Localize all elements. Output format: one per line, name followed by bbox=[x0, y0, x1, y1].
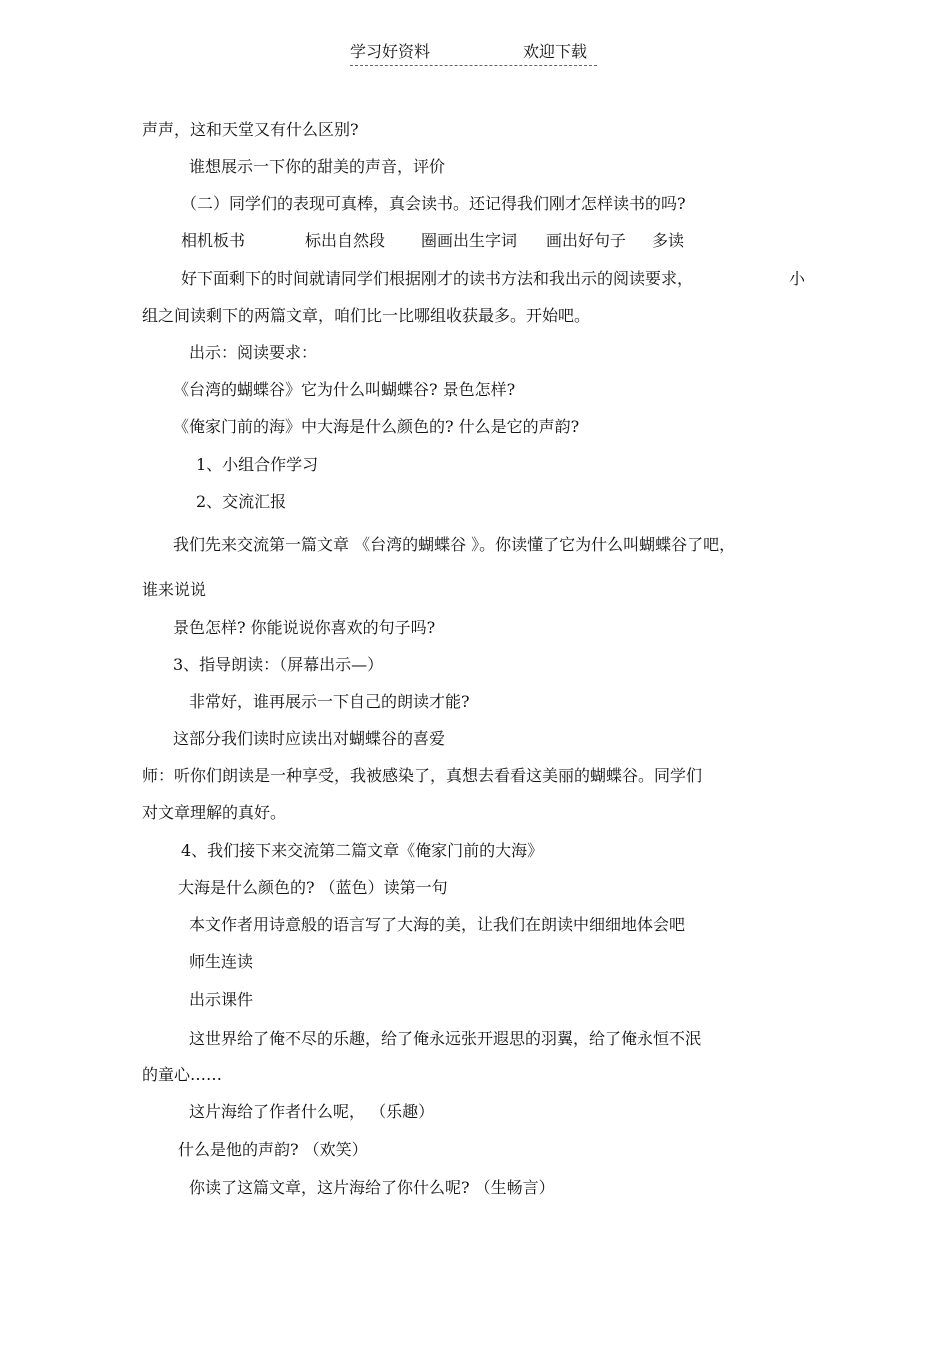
text-line: 景色怎样? 你能说说你喜欢的句子吗? bbox=[173, 618, 436, 637]
text-line: 小 bbox=[789, 269, 806, 288]
text-line: 这片海给了作者什么呢， （乐趣） bbox=[189, 1102, 435, 1121]
board-item: 相机板书 bbox=[181, 231, 246, 250]
text-line: 声声，这和天堂又有什么区别? bbox=[142, 120, 359, 139]
text-line: 本文作者用诗意般的语言写了大海的美，让我们在朗读中细细地体会吧 bbox=[189, 915, 686, 934]
text-line: 谁来说说 bbox=[142, 580, 207, 599]
board-item: 画出好句子 bbox=[546, 231, 627, 250]
text-line: 4、我们接下来交流第二篇文章《俺家门前的大海》 bbox=[181, 841, 544, 860]
text-line: 的童心…… bbox=[142, 1065, 223, 1084]
text-line: 出示：阅读要求： bbox=[189, 343, 318, 362]
text-line: 《俺家门前的海》中大海是什么颜色的? 什么是它的声韵? bbox=[173, 417, 580, 436]
text-line: 谁想展示一下你的甜美的声音，评价 bbox=[189, 157, 446, 176]
text-line: 1、小组合作学习 bbox=[196, 455, 319, 474]
text-line: 对文章理解的真好。 bbox=[142, 803, 287, 822]
text-line: 你读了这篇文章，这片海给了你什么呢? （生畅言） bbox=[189, 1178, 555, 1197]
header-left-text: 学习好资料 bbox=[350, 42, 431, 61]
board-item: 标出自然段 bbox=[305, 231, 386, 250]
text-line: 这世界给了俺不尽的乐趣，给了俺永远张开遐思的羽翼，给了俺永恒不泯 bbox=[189, 1029, 702, 1048]
text-line: 出示课件 bbox=[189, 990, 254, 1009]
text-line: 组之间读剩下的两篇文章，咱们比一比哪组收获最多。开始吧。 bbox=[142, 306, 591, 325]
text-line: 好下面剩下的时间就请同学们根据刚才的读书方法和我出示的阅读要求， bbox=[181, 269, 694, 288]
text-line: 什么是他的声韵? （欢笑） bbox=[178, 1140, 368, 1159]
text-line: 大海是什么颜色的? （蓝色）读第一句 bbox=[178, 878, 448, 897]
board-item: 多读 bbox=[652, 231, 685, 250]
text-line: 非常好，谁再展示一下自己的朗读才能? bbox=[189, 692, 470, 711]
text-line: 《台湾的蝴蝶谷》它为什么叫蝴蝶谷? 景色怎样? bbox=[173, 380, 516, 399]
text-line: 师：听你们朗读是一种享受，我被感染了，真想去看看这美丽的蝴蝶谷。同学们 bbox=[142, 766, 703, 785]
text-line: 我们先来交流第一篇文章 《台湾的蝴蝶谷 》。你读懂了它为什么叫蝴蝶谷了吧， bbox=[173, 535, 736, 554]
page-header bbox=[350, 41, 597, 66]
text-line: 2、交流汇报 bbox=[196, 492, 287, 511]
header-right-text: 欢迎下载 bbox=[523, 42, 588, 61]
text-line: （二）同学们的表现可真棒，真会读书。还记得我们刚才怎样读书的吗? bbox=[181, 194, 686, 213]
text-line: 3、指导朗读：（屏幕出示—） bbox=[173, 655, 384, 674]
board-item: 圈画出生字词 bbox=[421, 231, 518, 250]
text-line: 师生连读 bbox=[189, 952, 254, 971]
text-line: 这部分我们读时应读出对蝴蝶谷的喜爱 bbox=[173, 729, 446, 748]
